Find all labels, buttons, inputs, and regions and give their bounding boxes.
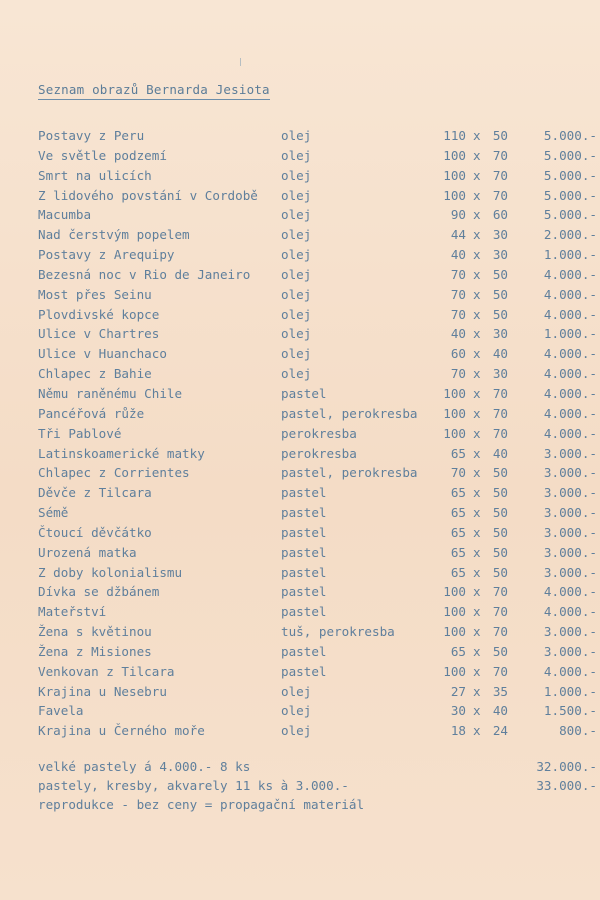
painting-technique: tuš, perokresba — [281, 624, 395, 640]
painting-width: 44 — [450, 227, 466, 243]
painting-technique: pastel, perokresba — [281, 465, 418, 481]
painting-height: 60 — [492, 207, 508, 223]
painting-price: 4.000.- — [543, 604, 597, 620]
painting-price: 3.000.- — [543, 524, 597, 540]
dimension-separator: x — [473, 683, 481, 699]
painting-price: 800.- — [559, 723, 597, 739]
dimension-separator: x — [473, 366, 481, 382]
dimension-separator: x — [473, 584, 481, 600]
summary-text: reprodukce - bez ceny = propagační materiál — [38, 797, 365, 812]
paintings-list — [0, 128, 600, 743]
painting-row — [0, 505, 600, 525]
dimension-separator: x — [473, 524, 481, 540]
painting-name: Nad čerstvým popelem — [38, 227, 190, 243]
painting-width: 70 — [450, 465, 466, 481]
painting-row — [0, 664, 600, 684]
painting-width: 27 — [450, 683, 466, 699]
painting-row — [0, 168, 600, 188]
painting-name: Ulice v Huanchaco — [38, 346, 167, 362]
painting-price: 4.000.- — [543, 266, 597, 282]
summary-value: 32.000.- — [536, 759, 597, 774]
dimension-separator: x — [473, 128, 481, 143]
painting-technique: olej — [281, 266, 312, 282]
painting-name: Smrt na ulicích — [38, 167, 152, 183]
painting-technique: pastel — [281, 544, 327, 560]
painting-width: 70 — [450, 366, 466, 382]
painting-name: Ve světle podzemí — [38, 147, 167, 163]
document-title: Seznam obrazů Bernarda Jesiota — [38, 82, 270, 100]
painting-price: 3.000.- — [543, 445, 597, 461]
painting-row — [0, 188, 600, 208]
summary-line — [0, 759, 600, 778]
painting-technique: olej — [281, 227, 312, 243]
dimension-separator: x — [473, 385, 481, 401]
painting-height: 30 — [492, 247, 508, 263]
painting-name: Bezesná noc v Rio de Janeiro — [38, 266, 251, 282]
painting-row — [0, 604, 600, 624]
dimension-separator: x — [473, 286, 481, 302]
dimension-separator: x — [473, 564, 481, 580]
painting-name: Tři Pablové — [38, 425, 122, 441]
painting-technique: pastel — [281, 604, 327, 620]
painting-name: Plovdivské kopce — [38, 306, 160, 322]
dimension-separator: x — [473, 445, 481, 461]
painting-name: Sémě — [38, 505, 69, 521]
painting-price: 3.000.- — [543, 505, 597, 521]
painting-height: 50 — [492, 505, 508, 521]
painting-price: 5.000.- — [543, 167, 597, 183]
painting-row — [0, 644, 600, 664]
painting-height: 50 — [492, 286, 508, 302]
painting-height: 30 — [492, 326, 508, 342]
painting-height: 50 — [492, 643, 508, 659]
painting-technique: pastel — [281, 564, 327, 580]
painting-price: 4.000.- — [543, 366, 597, 382]
painting-width: 70 — [450, 286, 466, 302]
painting-name: Žena s květinou — [38, 624, 152, 640]
painting-height: 50 — [492, 485, 508, 501]
painting-height: 50 — [492, 564, 508, 580]
dimension-separator: x — [473, 723, 481, 739]
dimension-separator: x — [473, 663, 481, 679]
painting-technique: pastel — [281, 524, 327, 540]
painting-width: 65 — [450, 643, 466, 659]
painting-technique: olej — [281, 723, 312, 739]
painting-technique: pastel — [281, 663, 327, 679]
painting-height: 24 — [492, 723, 508, 739]
dimension-separator: x — [473, 643, 481, 659]
painting-height: 35 — [492, 683, 508, 699]
painting-name: Most přes Seinu — [38, 286, 152, 302]
painting-name: Chlapec z Corrientes — [38, 465, 190, 481]
painting-width: 70 — [450, 266, 466, 282]
painting-technique: olej — [281, 306, 312, 322]
painting-technique: pastel — [281, 505, 327, 521]
painting-name: Latinskoamerické matky — [38, 445, 205, 461]
painting-technique: pastel — [281, 643, 327, 659]
painting-row — [0, 584, 600, 604]
summary-line — [0, 797, 600, 816]
painting-technique: perokresba — [281, 425, 357, 441]
painting-row — [0, 485, 600, 505]
painting-height: 50 — [492, 128, 508, 143]
painting-height: 70 — [492, 167, 508, 183]
painting-height: 50 — [492, 266, 508, 282]
painting-technique: olej — [281, 326, 312, 342]
summary-text: velké pastely á 4.000.- 8 ks — [38, 759, 251, 774]
painting-name: Mateřství — [38, 604, 107, 620]
summary-value: 33.000.- — [536, 778, 597, 793]
painting-row — [0, 386, 600, 406]
painting-technique: pastel — [281, 485, 327, 501]
painting-price: 5.000.- — [543, 128, 597, 143]
painting-price: 1.000.- — [543, 683, 597, 699]
painting-price: 3.000.- — [543, 485, 597, 501]
painting-row — [0, 703, 600, 723]
dimension-separator: x — [473, 544, 481, 560]
painting-price: 2.000.- — [543, 227, 597, 243]
painting-row — [0, 525, 600, 545]
painting-row — [0, 366, 600, 386]
painting-row — [0, 267, 600, 287]
painting-price: 4.000.- — [543, 385, 597, 401]
painting-width: 65 — [450, 505, 466, 521]
dimension-separator: x — [473, 465, 481, 481]
painting-price: 5.000.- — [543, 207, 597, 223]
painting-height: 50 — [492, 524, 508, 540]
painting-row — [0, 624, 600, 644]
painting-technique: pastel — [281, 385, 327, 401]
painting-technique: olej — [281, 683, 312, 699]
painting-height: 30 — [492, 366, 508, 382]
dimension-separator: x — [473, 247, 481, 263]
painting-width: 100 — [443, 604, 466, 620]
painting-name: Dívka se džbánem — [38, 584, 160, 600]
painting-name: Postavy z Peru — [38, 128, 145, 143]
painting-price: 3.000.- — [543, 624, 597, 640]
painting-name: Z doby kolonialismu — [38, 564, 183, 580]
painting-row — [0, 545, 600, 565]
painting-price: 3.000.- — [543, 544, 597, 560]
painting-height: 70 — [492, 405, 508, 421]
painting-technique: olej — [281, 128, 312, 143]
painting-name: Z lidového povstání v Cordobě — [38, 187, 258, 203]
dimension-separator: x — [473, 604, 481, 620]
summary-text: pastely, kresby, akvarely 11 ks à 3.000.- — [38, 778, 349, 793]
painting-name: Děvče z Tilcara — [38, 485, 152, 501]
painting-width: 100 — [443, 425, 466, 441]
dimension-separator: x — [473, 505, 481, 521]
painting-width: 100 — [443, 405, 466, 421]
painting-row — [0, 148, 600, 168]
painting-name: Urozená matka — [38, 544, 137, 560]
painting-price: 3.000.- — [543, 465, 597, 481]
painting-height: 70 — [492, 425, 508, 441]
painting-row — [0, 287, 600, 307]
painting-width: 18 — [450, 723, 466, 739]
painting-price: 1.500.- — [543, 703, 597, 719]
painting-row — [0, 326, 600, 346]
dimension-separator: x — [473, 306, 481, 322]
painting-price: 4.000.- — [543, 346, 597, 362]
painting-price: 1.000.- — [543, 247, 597, 263]
painting-technique: olej — [281, 286, 312, 302]
painting-height: 30 — [492, 227, 508, 243]
painting-height: 40 — [492, 703, 508, 719]
painting-technique: pastel, perokresba — [281, 405, 418, 421]
dimension-separator: x — [473, 703, 481, 719]
painting-height: 50 — [492, 544, 508, 560]
painting-width: 65 — [450, 544, 466, 560]
painting-width: 90 — [450, 207, 466, 223]
painting-width: 100 — [443, 385, 466, 401]
painting-technique: olej — [281, 207, 312, 223]
painting-name: Macumba — [38, 207, 92, 223]
dimension-separator: x — [473, 207, 481, 223]
painting-price: 4.000.- — [543, 425, 597, 441]
painting-technique: olej — [281, 703, 312, 719]
painting-width: 65 — [450, 524, 466, 540]
painting-name: Postavy z Arequipy — [38, 247, 175, 263]
painting-row — [0, 346, 600, 366]
painting-row — [0, 207, 600, 227]
painting-name: Žena z Misiones — [38, 643, 152, 659]
painting-row — [0, 723, 600, 743]
painting-row — [0, 307, 600, 327]
painting-name: Pancéřová růže — [38, 405, 145, 421]
painting-technique: olej — [281, 167, 312, 183]
painting-width: 65 — [450, 485, 466, 501]
painting-technique: olej — [281, 346, 312, 362]
painting-technique: pastel — [281, 584, 327, 600]
painting-name: Ulice v Chartres — [38, 326, 160, 342]
painting-row — [0, 446, 600, 466]
painting-height: 70 — [492, 624, 508, 640]
painting-height: 40 — [492, 445, 508, 461]
painting-width: 40 — [450, 326, 466, 342]
painting-width: 110 — [443, 128, 466, 143]
painting-width: 60 — [450, 346, 466, 362]
painting-name: Krajina u Černého moře — [38, 723, 205, 739]
dimension-separator: x — [473, 266, 481, 282]
painting-name: Němu raněnému Chile — [38, 385, 183, 401]
dimension-separator: x — [473, 167, 481, 183]
painting-name: Čtoucí děvčátko — [38, 524, 152, 540]
painting-row — [0, 227, 600, 247]
painting-width: 100 — [443, 584, 466, 600]
painting-row — [0, 247, 600, 267]
painting-price: 4.000.- — [543, 584, 597, 600]
dimension-separator: x — [473, 425, 481, 441]
dimension-separator: x — [473, 346, 481, 362]
dimension-separator: x — [473, 227, 481, 243]
painting-price: 4.000.- — [543, 405, 597, 421]
painting-technique: olej — [281, 147, 312, 163]
painting-row — [0, 426, 600, 446]
painting-price: 3.000.- — [543, 564, 597, 580]
painting-price: 1.000.- — [543, 326, 597, 342]
painting-row — [0, 128, 600, 148]
painting-price: 5.000.- — [543, 187, 597, 203]
painting-height: 40 — [492, 346, 508, 362]
painting-width: 30 — [450, 703, 466, 719]
painting-width: 70 — [450, 306, 466, 322]
painting-price: 3.000.- — [543, 643, 597, 659]
dimension-separator: x — [473, 326, 481, 342]
painting-row — [0, 565, 600, 585]
painting-width: 100 — [443, 167, 466, 183]
painting-width: 65 — [450, 445, 466, 461]
painting-technique: perokresba — [281, 445, 357, 461]
painting-height: 70 — [492, 604, 508, 620]
painting-name: Chlapec z Bahie — [38, 366, 152, 382]
summary-line — [0, 778, 600, 797]
dimension-separator: x — [473, 624, 481, 640]
painting-height: 70 — [492, 187, 508, 203]
painting-technique: olej — [281, 187, 312, 203]
painting-height: 70 — [492, 147, 508, 163]
painting-price: 4.000.- — [543, 306, 597, 322]
painting-technique: olej — [281, 366, 312, 382]
painting-height: 70 — [492, 385, 508, 401]
painting-row — [0, 406, 600, 426]
painting-price: 4.000.- — [543, 286, 597, 302]
painting-row — [0, 465, 600, 485]
painting-name: Krajina u Nesebru — [38, 683, 167, 699]
painting-width: 100 — [443, 147, 466, 163]
dimension-separator: x — [473, 405, 481, 421]
dimension-separator: x — [473, 485, 481, 501]
painting-width: 100 — [443, 187, 466, 203]
painting-price: 5.000.- — [543, 147, 597, 163]
painting-width: 100 — [443, 663, 466, 679]
painting-width: 100 — [443, 624, 466, 640]
painting-height: 50 — [492, 465, 508, 481]
painting-name: Favela — [38, 703, 84, 719]
painting-height: 70 — [492, 663, 508, 679]
summary-block — [0, 759, 600, 816]
painting-width: 40 — [450, 247, 466, 263]
painting-name: Venkovan z Tilcara — [38, 663, 175, 679]
painting-price: 4.000.- — [543, 663, 597, 679]
paper-mark — [240, 58, 241, 66]
painting-row — [0, 684, 600, 704]
painting-technique: olej — [281, 247, 312, 263]
dimension-separator: x — [473, 187, 481, 203]
painting-height: 70 — [492, 584, 508, 600]
painting-height: 50 — [492, 306, 508, 322]
painting-width: 65 — [450, 564, 466, 580]
dimension-separator: x — [473, 147, 481, 163]
